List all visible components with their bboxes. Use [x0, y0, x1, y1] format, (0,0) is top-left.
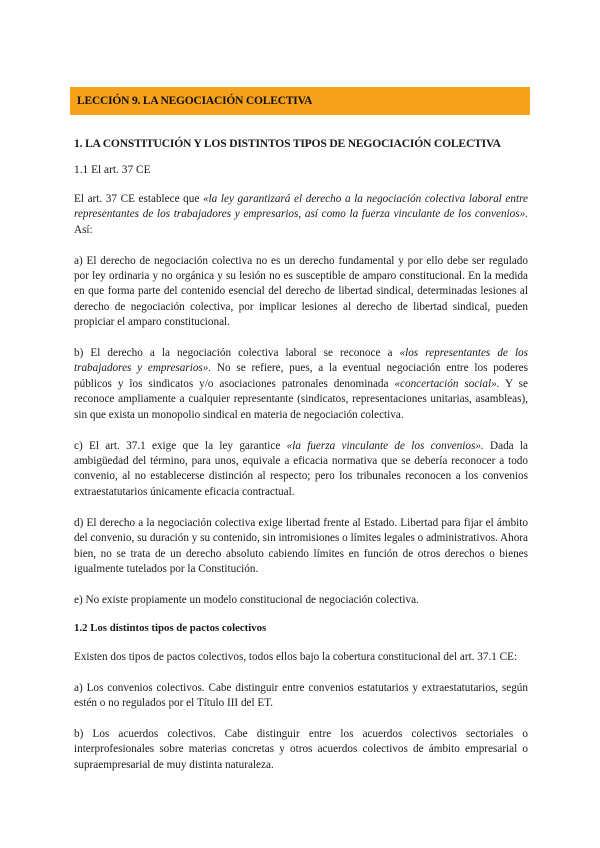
lesson-title-banner: LECCIÓN 9. LA NEGOCIACIÓN COLECTIVA: [70, 87, 530, 115]
text-run: Dada la ambigüedad del término, para unos, equivale a eficacia normativa que se debería reconocer a todo convenio, al no establecerse distinción al respecto; pero los tribunales reconocen a los convenios extraestatutarios únicamente eficacia contractual.: [74, 439, 529, 498]
subsection-heading: 1.2 Los distintos tipos de pactos colectivos: [74, 622, 267, 635]
text-run: Y se reconoce ampliamente a cualquier representante (sindicatos, representaciones unitarias, asambleas), sin que exista un monopolio sindical en materia de negociación colectiva.: [74, 377, 528, 421]
text-run: Así:: [74, 223, 93, 236]
text-run: b) El derecho a la negociación colectiva laboral se reconoce a: [74, 347, 400, 360]
quote-text: «la ley garantizará el derecho a la negociación colectiva laboral entre representantes de los trabajadores y empresarios, así como la fuerza vinculante de los convenios».: [74, 192, 528, 221]
paragraph-item-e: e) No existe propiamente un modelo constitucional de negociación colectiva.: [74, 593, 419, 606]
document-body: [74, 136, 528, 789]
quote-text: «concertación social».: [394, 377, 500, 390]
paragraph-intro: [74, 192, 528, 238]
quote-text: «los representantes de los trabajadores y empresarios».: [74, 347, 528, 375]
paragraph-item-b: [74, 346, 528, 423]
section-heading: 1. LA CONSTITUCIÓN Y LOS DISTINTOS TIPOS DE NEGOCIACIÓN COLECTIVA: [74, 137, 501, 150]
paragraph-item-d: d) El derecho a la negociación colectiva exige libertad frente al Estado. Libertad para fijar el ámbito del convenio, su duración y su contenido, sin intromisiones o límites legales o administrativos. Ahora bien, no se trata de un derecho absoluto cabiendo límites en función de otros derechos o bienes igualmente tutelados por la Constitución.: [74, 516, 528, 575]
paragraph-item-c: [74, 439, 528, 501]
text-run: c) El art. 37.1 exige que la ley garantice: [74, 439, 287, 452]
paragraph-intro: Existen dos tipos de pactos colectivos, todos ellos bajo la cobertura constitucional del art. 37.1 CE:: [74, 650, 518, 663]
paragraph-item-a: a) El derecho de negociación colectiva no es un derecho fundamental y por ello debe ser regulado por ley ordinaria y no orgánica y su lesión no es susceptible de amparo constitucional. En la medida en que forma parte del contenido esencial del derecho de libertad sindical, determinadas lesiones al derecho de negociación colectiva, por implicar lesiones al derecho de libertad sindical, pueden propiciar el amparo constitucional.: [74, 254, 528, 329]
subsection-heading: 1.1 El art. 37 CE: [74, 164, 151, 177]
text-run: No se refiere, pues, a la eventual negociación entre los poderes públicos y los sindicatos y/o asociaciones patronales denominada: [74, 362, 528, 390]
quote-text: «la fuerza vinculante de los convenios».: [286, 439, 484, 452]
paragraph-item-b: b) Los acuerdos colectivos. Cabe distinguir entre los acuerdos colectivos sectoriales o interprofesionales sobre materias concretas y otros acuerdos colectivos de ámbito empresarial o supraempresarial de muy distinta naturaleza.: [74, 727, 528, 771]
text-run: El art. 37 CE establece que: [74, 192, 203, 205]
paragraph-item-a: a) Los convenios colectivos. Cabe distinguir entre convenios estatutarios y extraestatutarios, según estén o no regulados por el Título III del ET.: [74, 681, 528, 709]
